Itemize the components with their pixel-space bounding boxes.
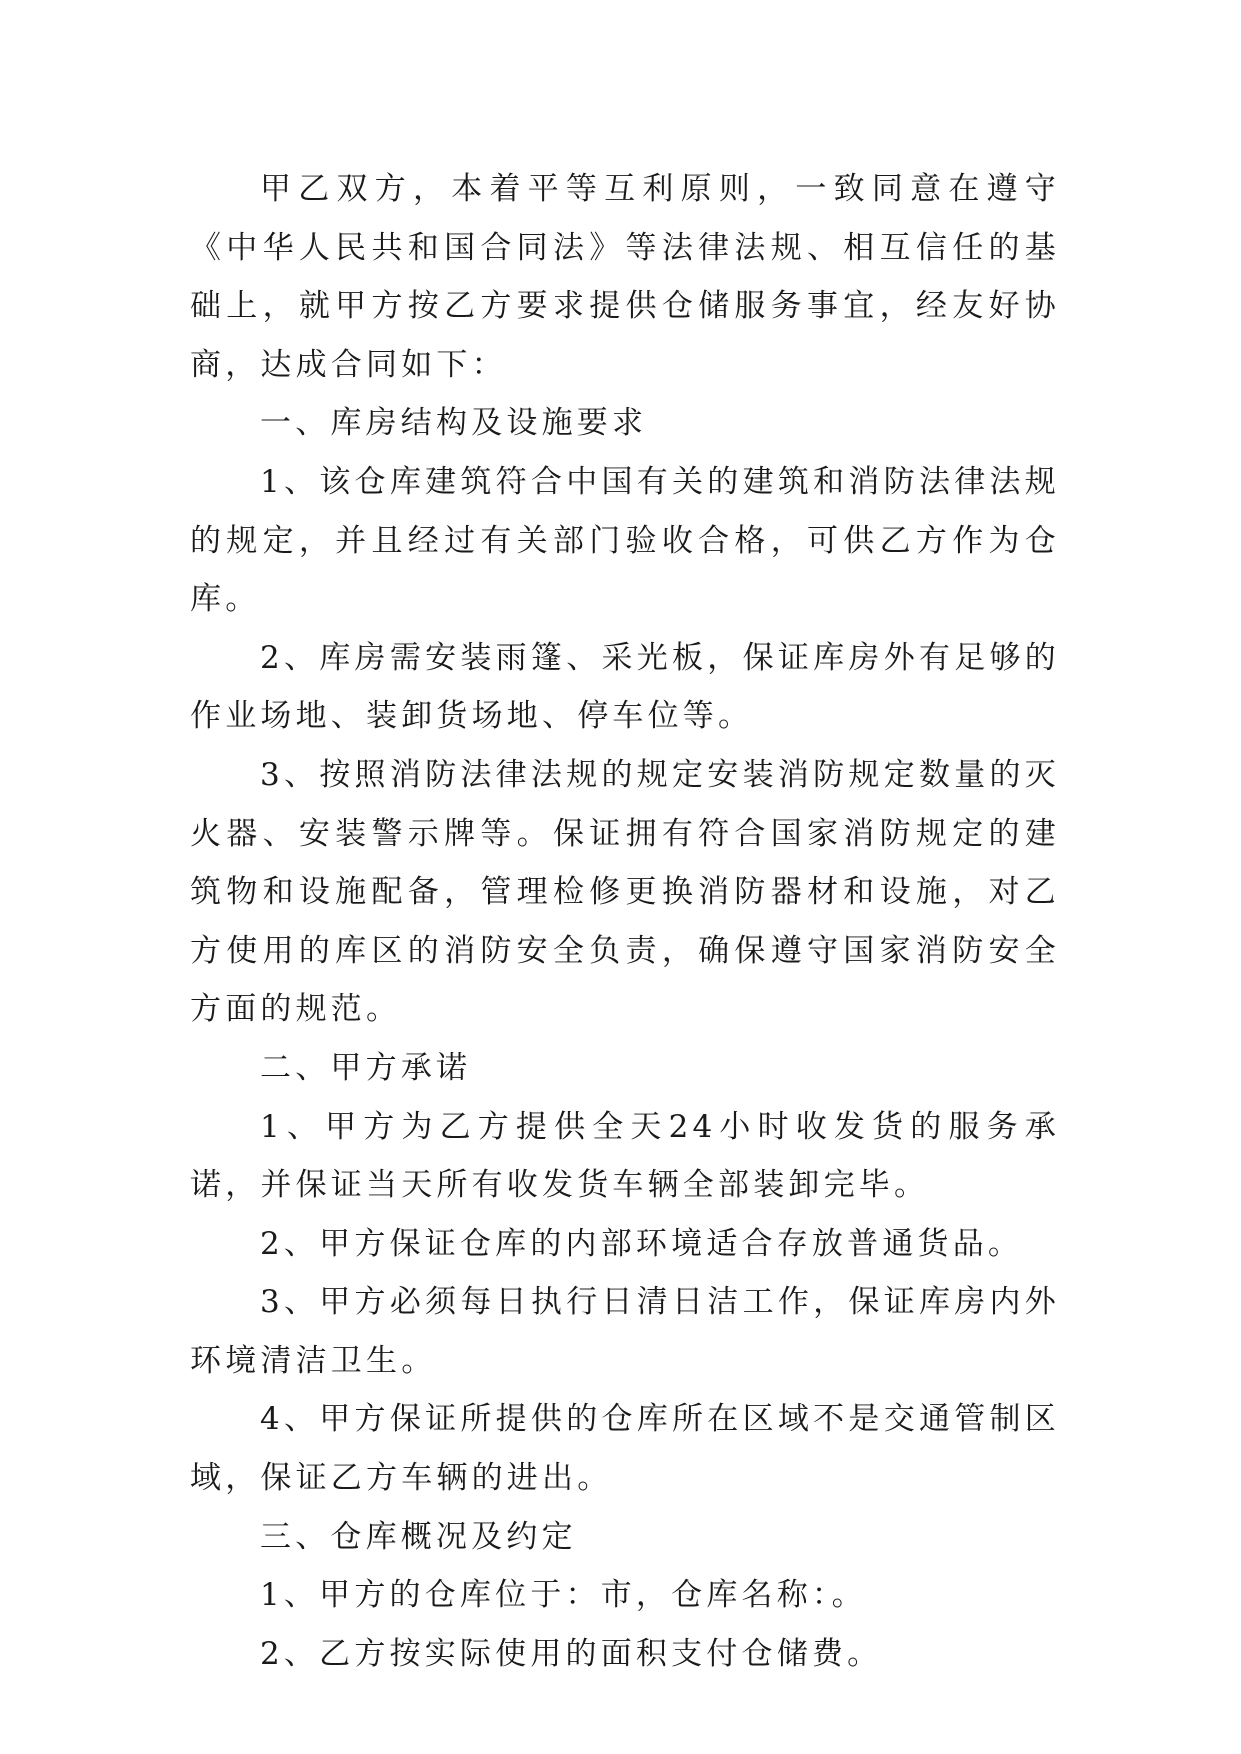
clause-paragraph: 2、库房需安装雨篷、采光板，保证库房外有足够的作业场地、装卸货场地、停车位等。: [190, 639, 1060, 735]
clause-paragraph: 2、甲方保证仓库的内部环境适合存放普通货品。: [260, 1225, 1024, 1262]
document-body: [190, 160, 1060, 1683]
intro-paragraph: 甲乙双方，本着平等互利原则，一致同意在遵守《中华人民共和国合同法》等法律法规、相互信任的基础上，就甲方按乙方要求提供仓储服务事宜，经友好协商，达成合同如下：: [190, 171, 1060, 383]
clause-paragraph: 3、甲方必须每日执行日清日洁工作，保证库房内外环境清洁卫生。: [190, 1284, 1060, 1379]
clause-paragraph: 3、按照消防法律法规的规定安装消防规定数量的灭火器、安装警示牌等。保证拥有符合国家消防规定的建筑物和设施配备，管理检修更换消防器材和设施，对乙方使用的库区的消防安全负责，确保遵守国家消防安全方面的规范。: [190, 756, 1060, 1028]
section-heading-1: 一、库房结构及设施要求: [260, 405, 648, 442]
clause-paragraph: 1、甲方为乙方提供全天24小时收发货的服务承诺，并保证当天所有收发货车辆全部装卸完毕。: [190, 1108, 1060, 1204]
clause-paragraph: 1、该仓库建筑符合中国有关的建筑和消防法律法规的规定，并且经过有关部门验收合格，可供乙方作为仓库。: [190, 463, 1060, 618]
clause-paragraph: 2、乙方按实际使用的面积支付仓储费。: [260, 1635, 883, 1672]
clause-paragraph: 4、甲方保证所提供的仓库所在区域不是交通管制区域，保证乙方车辆的进出。: [190, 1401, 1060, 1497]
clause-paragraph: 1、甲方的仓库位于：市，仓库名称：。: [260, 1577, 867, 1614]
section-heading-2: 二、甲方承诺: [260, 1049, 472, 1086]
section-heading-3: 三、仓库概况及约定: [260, 1518, 577, 1555]
